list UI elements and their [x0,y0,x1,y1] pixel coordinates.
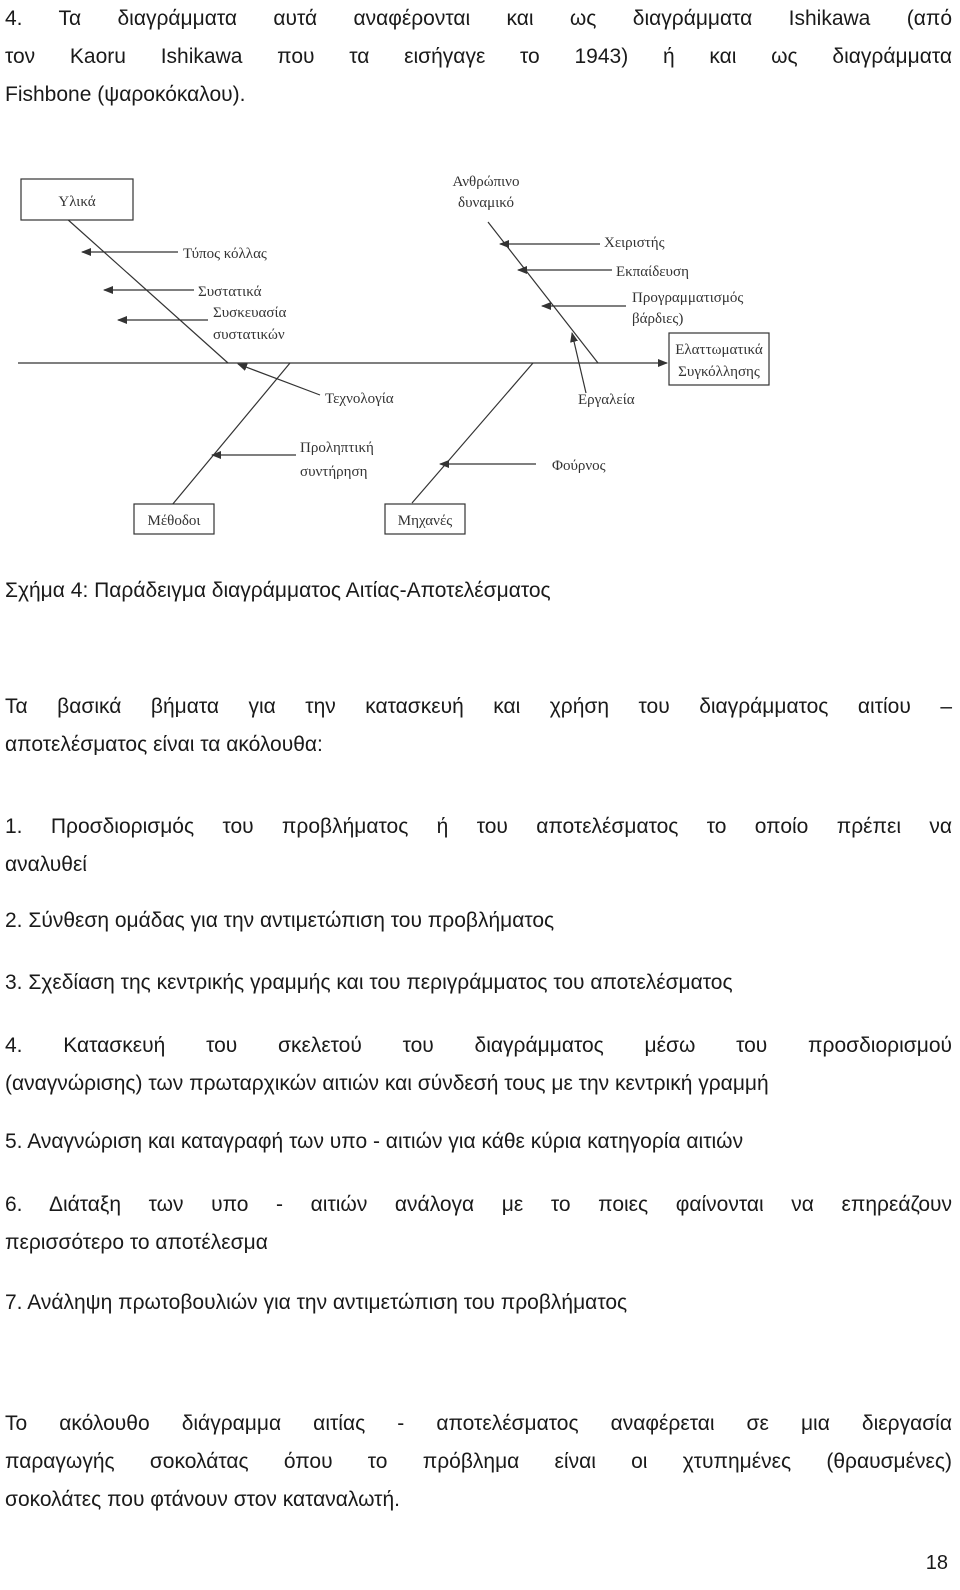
steps-intro-line: Τα βασικά βήματα για την κατασκευή και χρήση του διαγράμματος αιτίου – [5,695,952,718]
effect-line1: Ελαττωματικά [675,342,763,358]
fishbone-diagram [0,0,960,560]
cause-tools: Εργαλεία [578,392,635,408]
cause-components: Συστατικά [198,284,262,300]
intro-line: τον Kaoru Ishikawa που τα εισήγαγε το 1943) ή και ως διαγράμματα [5,45,952,68]
step-text: αναλυθεί [5,853,87,876]
cause-glue-type: Τύπος κόλλας [183,246,267,262]
cause-oven: Φούρνος [552,458,606,474]
arrow-technology [238,364,320,395]
cause-packaging-line2: συστατικών [213,327,285,343]
steps-intro [5,688,952,764]
cause-operator: Χειριστής [604,235,665,251]
step-text: (αναγνώρισης) των πρωταρχικών αιτιών και σύνδεσή τους με την κεντρική γραμμή [5,1072,769,1095]
cause-maintenance-line2: συντήρηση [300,464,368,480]
closing-line: σοκολάτες που φτάνουν στον καταναλωτή. [5,1488,400,1511]
closing-line: Το ακόλουθο διάγραμμα αιτίας - αποτελέσματος αναφέρεται σε μια διεργασία [5,1412,952,1435]
cause-technology: Τεχνολογία [325,391,394,407]
step-4 [5,1027,952,1103]
step-7: 7. Ανάληψη πρωτοβουλιών για την αντιμετώπιση του προβλήματος [5,1291,628,1314]
step-3: 3. Σχεδίαση της κεντρικής γραμμής και του περιγράμματος του αποτελέσματος [5,971,733,994]
cause-maintenance-line1: Προληπτική [300,440,374,456]
step-text: 1. Προσδιορισμός του προβλήματος ή του αποτελέσματος το οποίο πρέπει να [5,815,952,838]
step-6 [5,1186,952,1262]
category-human-line1: Ανθρώπινο [452,174,520,190]
step-text: 4. Κατασκευή του σκελετού του διαγράμματος μέσω του προσδιορισμού [5,1034,952,1057]
category-machines: Μηχανές [397,513,453,529]
closing-paragraph [5,1405,952,1519]
step-1 [5,808,952,884]
step-5: 5. Αναγνώριση και καταγραφή των υπο - αιτιών για κάθε κύρια κατηγορία αιτιών [5,1130,744,1153]
bone-methods [172,363,290,505]
step-text: 6. Διάταξη των υπο - αιτιών ανάλογα με το ποιες φαίνονται να επηρεάζουν [5,1193,952,1216]
bone-human [488,222,598,363]
cause-packaging-line1: Συσκευασία [213,305,287,321]
figure-caption: Σχήμα 4: Παράδειγμα διαγράμματος Αιτίας-Αποτελέσματος [5,579,551,602]
category-human-line2: δυναμικό [458,195,514,211]
category-methods: Μέθοδοι [147,513,201,529]
intro-line: Fishbone (ψαροκόκαλου). [5,83,246,106]
page-number: 18 [925,1552,948,1574]
closing-line: παραγωγής σοκολάτας όπου το πρόβλημα είναι οι χτυπημένες (θραυσμένες) [5,1450,952,1473]
cause-scheduling-line1: Προγραμματισμός [632,290,744,306]
intro-line: 4. Τα διαγράμματα αυτά αναφέρονται και ως διαγράμματα Ishikawa (από [5,7,952,30]
step-text: περισσότερο το αποτέλεσμα [5,1231,268,1254]
category-materials: Υλικά [58,194,96,210]
cause-scheduling-line2: βάρδιες) [632,311,684,327]
effect-line2: Συγκόλλησης [678,364,760,380]
step-2: 2. Σύνθεση ομάδας για την αντιμετώπιση του προβλήματος [5,909,555,932]
bone-machines [412,363,533,503]
steps-intro-line: αποτελέσματος είναι τα ακόλουθα: [5,733,323,756]
cause-training: Εκπαίδευση [616,264,689,280]
